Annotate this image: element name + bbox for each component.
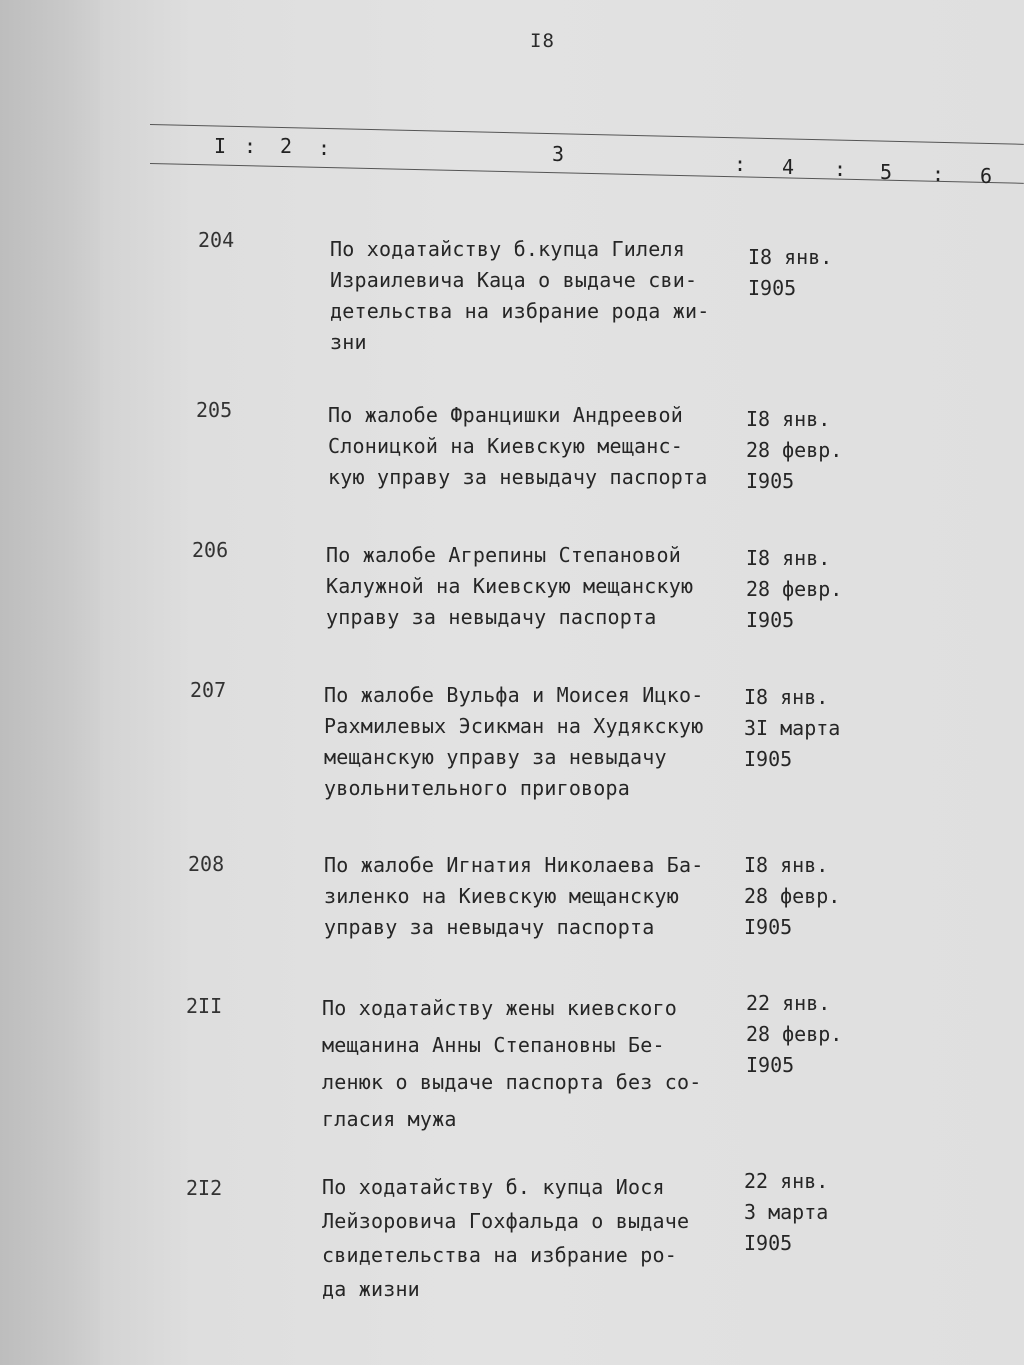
entry-number: 204 xyxy=(198,228,235,252)
entry-description: По жалобе Вульфа и Моисея Ицко- Рахмилевых Эсикман на Худякскую мещанскую управу за невыдачу увольнительного приговора xyxy=(324,683,704,800)
column-separator: : xyxy=(834,157,847,181)
column-separator: : xyxy=(318,136,331,160)
column-5-label: 5 xyxy=(880,160,893,184)
column-6-label: 6 xyxy=(980,164,993,188)
column-3-label: 3 xyxy=(552,142,565,166)
column-separator: : xyxy=(244,134,257,158)
entry-description: По жалобе Агрепины Степановой Калужной на Киевскую мещанскую управу за невыдачу паспорта xyxy=(326,543,694,629)
entry-number: 2II xyxy=(186,994,223,1018)
entry-dates: I8 янв. 28 февр. I905 xyxy=(746,407,843,493)
entry-dates: 22 янв. 28 февр. I905 xyxy=(746,991,843,1077)
entry-description: По ходатайству б.купца Гилеля Израилевича Каца о выдаче сви- детельства на избрание рода жи- зни xyxy=(330,237,710,354)
entry-description: По жалобе Игнатия Николаева Ба- зиленко на Киевскую мещанскую управу за невыдачу паспорта xyxy=(324,853,704,939)
entry-dates: I8 янв. 3I марта I905 xyxy=(744,685,841,771)
column-separator: : xyxy=(932,162,945,186)
column-1-label: I xyxy=(214,134,227,158)
entry-number: 205 xyxy=(196,398,233,422)
column-separator: : xyxy=(734,152,747,176)
entry-dates: I8 янв. I905 xyxy=(748,245,833,300)
entry-number: 206 xyxy=(192,538,229,562)
column-4-label: 4 xyxy=(782,155,795,179)
entry-number: 208 xyxy=(188,852,225,876)
entry-description: По ходатайству б. купца Иося Лейзоровича Гохфальда о выдаче свидетельства на избрание ро- да жизни xyxy=(322,1175,690,1301)
entry-description: По ходатайству жены киевского мещанина Анны Степановны Бе- ленюк о выдаче паспорта без со- гласия мужа xyxy=(322,996,702,1131)
entry-description: По жалобе Францишки Андреевой Слоницкой на Киевскую мещанс- кую управу за невыдачу паспорта xyxy=(328,403,708,489)
entry-number: 2I2 xyxy=(186,1176,223,1200)
entry-dates: I8 янв. 28 февр. I905 xyxy=(746,546,843,632)
entry-number: 207 xyxy=(190,678,227,702)
column-2-label: 2 xyxy=(280,134,293,158)
page-number: I8 xyxy=(530,30,555,52)
entry-dates: 22 янв. 3 марта I905 xyxy=(744,1169,829,1255)
entry-dates: I8 янв. 28 февр. I905 xyxy=(744,853,841,939)
